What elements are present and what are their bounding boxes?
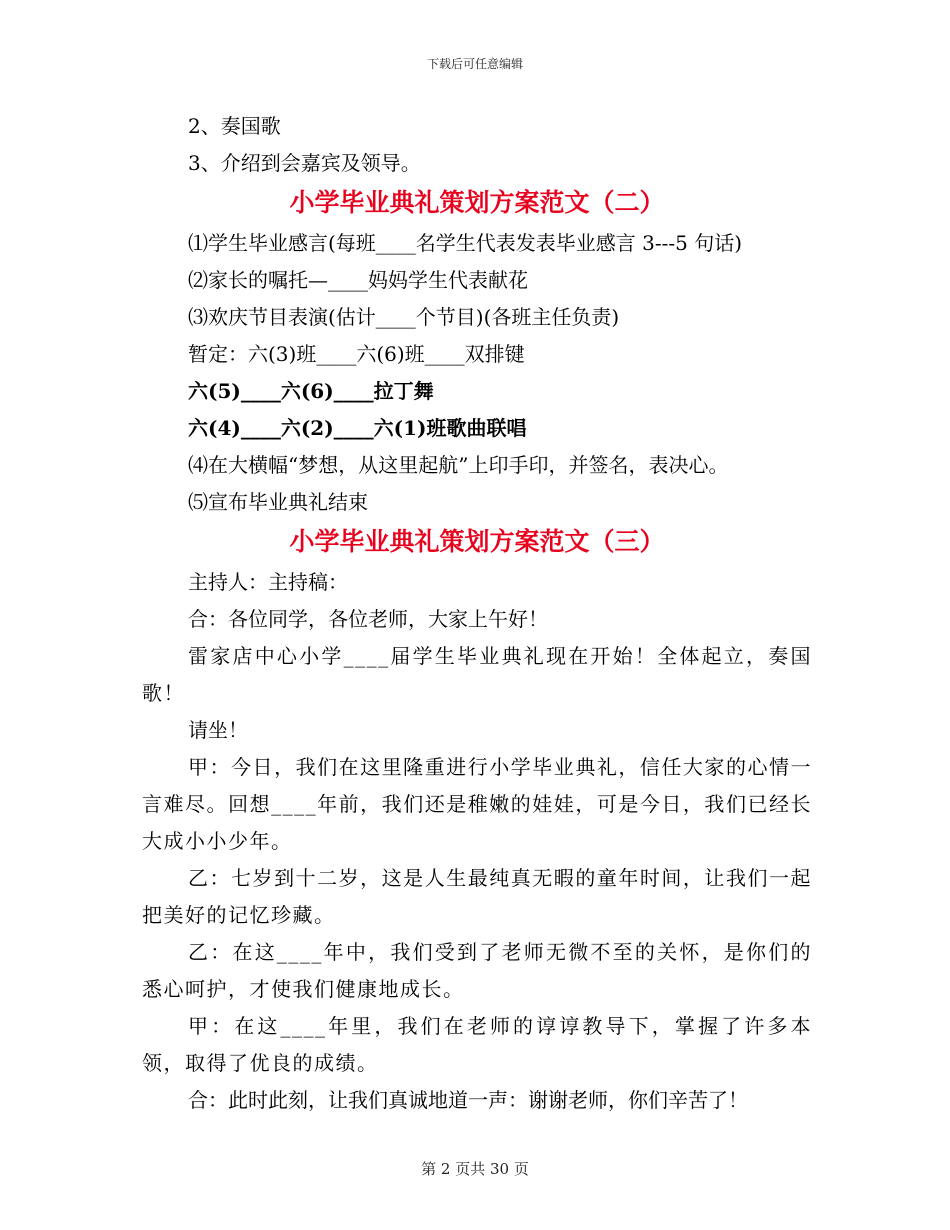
paragraph: 六(5)____六(6)____拉丁舞 xyxy=(188,379,434,403)
paragraph: ⑴学生毕业感言(每班____名学生代表发表毕业感言 3---5 句话) xyxy=(188,231,743,255)
page-footer: 第 2 页共 30 页 xyxy=(421,1160,529,1178)
paragraph: 乙：七岁到十二岁，这是人生最纯真无暇的童年时间，让我们一起把美好的记忆珍藏。 xyxy=(142,866,812,927)
page-header: 下载后可任意编辑 xyxy=(426,57,523,71)
list-item: 2、奏国歌 xyxy=(188,114,281,138)
list-item: 3、介绍到会嘉宾及领导。 xyxy=(188,151,421,175)
paragraph: 乙：在这____年中，我们受到了老师无微不至的关怀，是你们的悉心呵护，才使我们健康地成长。 xyxy=(142,940,812,1001)
paragraph: 甲：在这____年里，我们在老师的谆谆教导下，掌握了许多本领，取得了优良的成绩。 xyxy=(142,1014,812,1075)
document-body xyxy=(142,108,812,1119)
paragraph: 合：此时此刻，让我们真诚地道一声：谢谢老师，你们辛苦了！ xyxy=(188,1088,748,1112)
paragraph: 请坐！ xyxy=(188,718,248,742)
paragraph: ⑷在大横幅“梦想，从这里起航”上印手印，并签名，表决心。 xyxy=(188,453,729,477)
paragraph: 甲：今日，我们在这里隆重进行小学毕业典礼，信任大家的心情一言难尽。回想____年前，我们还是稚嫩的娃娃，可是今日，我们已经长大成小小少年。 xyxy=(142,755,812,853)
section-title-2: 小学毕业典礼策划方案范文（二） xyxy=(289,188,665,217)
paragraph: 雷家店中心小学____届学生毕业典礼现在开始！全体起立，奏国歌！ xyxy=(142,644,812,705)
paragraph: 六(4)____六(2)____六(1)班歌曲联唱 xyxy=(188,416,527,440)
paragraph: ⑵家长的嘱托—____妈妈学生代表献花 xyxy=(188,268,528,292)
section-title-3: 小学毕业典礼策划方案范文（三） xyxy=(289,527,665,556)
paragraph: ⑶欢庆节目表演(估计____个节目)(各班主任负责) xyxy=(188,305,620,329)
paragraph: 主持人：主持稿： xyxy=(188,570,348,594)
paragraph: 暂定：六(3)班____六(6)班____双排键 xyxy=(188,342,525,366)
paragraph: 合：各位同学，各位老师，大家上午好！ xyxy=(188,607,548,631)
paragraph: ⑸宣布毕业典礼结束 xyxy=(188,490,368,514)
